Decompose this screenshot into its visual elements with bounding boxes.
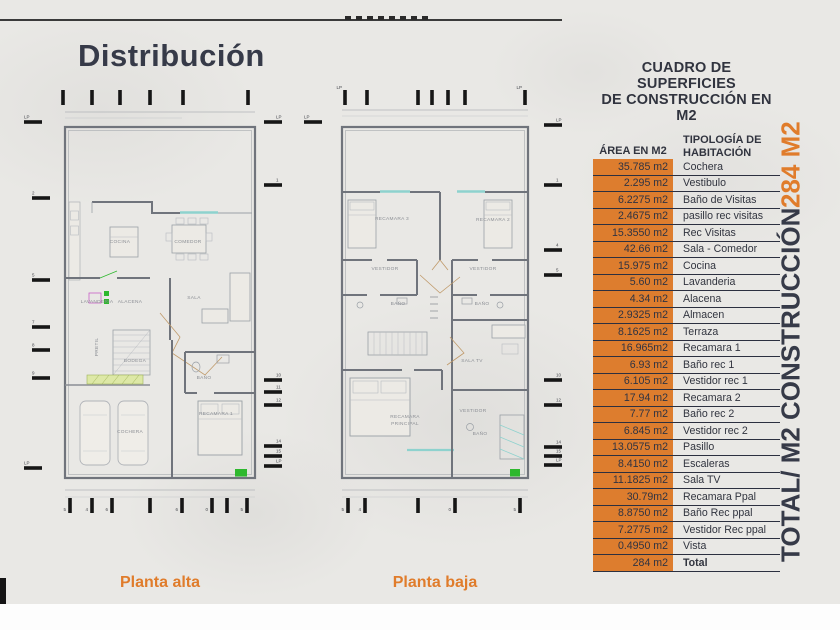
svg-text:LP: LP	[24, 460, 30, 466]
planta-baja-drawing	[302, 85, 580, 530]
svg-text:LP: LP	[336, 85, 342, 90]
area-value: 6.105 m2	[593, 374, 673, 390]
area-value: 42.66 m2	[593, 242, 673, 258]
svg-text:LP: LP	[516, 85, 522, 90]
table-row	[593, 539, 780, 556]
room-type: Cocina	[683, 259, 716, 272]
area-value: 0.4950 m2	[593, 539, 673, 555]
svg-text:BODEGA: BODEGA	[123, 359, 147, 364]
svg-text:RECAMARA: RECAMARA	[390, 415, 420, 420]
svg-text:10: 10	[556, 372, 562, 378]
room-type: Rec Visitas	[683, 226, 736, 239]
svg-text:6: 6	[105, 507, 108, 512]
svg-text:15: 15	[556, 448, 562, 454]
svg-text:5: 5	[240, 507, 243, 512]
area-value: 6.93 m2	[593, 357, 673, 373]
table-row	[593, 456, 780, 473]
column-header-tipologia: TIPOLOGÍA DE HABITACIÓN	[683, 134, 762, 159]
svg-text:6: 6	[175, 507, 178, 512]
room-type: Baño de Visitas	[683, 193, 757, 206]
table-row	[593, 489, 780, 506]
svg-text:5: 5	[556, 267, 559, 273]
table-title-line1: CUADRO DE SUPERFICIES	[637, 60, 736, 92]
svg-text:LP: LP	[24, 114, 30, 120]
table-title-line2: DE CONSTRUCCIÓN EN M2	[601, 92, 772, 124]
table-row	[593, 275, 780, 292]
area-value: 17.94 m2	[593, 390, 673, 406]
svg-text:1: 1	[276, 177, 279, 183]
table-row	[593, 291, 780, 308]
svg-text:SALA: SALA	[187, 296, 201, 301]
bottom-margin	[0, 604, 840, 630]
svg-text:SALA TV: SALA TV	[461, 359, 483, 364]
svg-text:0: 0	[205, 507, 208, 512]
svg-text:RECAMARA 2: RECAMARA 2	[476, 218, 510, 223]
table-row	[593, 390, 780, 407]
svg-text:LP: LP	[556, 457, 562, 463]
room-type: Escaleras	[683, 457, 730, 470]
table-rows	[593, 159, 780, 572]
room-type: Recamara 2	[683, 391, 741, 404]
svg-text:LP: LP	[276, 458, 282, 464]
table-row	[593, 522, 780, 539]
svg-text:RECAMARA 1: RECAMARA 1	[199, 412, 233, 417]
table-row	[593, 176, 780, 193]
area-value: 6.845 m2	[593, 423, 673, 439]
room-type: Sala - Comedor	[683, 243, 758, 256]
svg-text:5: 5	[341, 507, 344, 512]
table-row	[593, 423, 780, 440]
room-type: Baño Rec ppal	[683, 507, 753, 520]
table-row	[593, 225, 780, 242]
table-row	[593, 308, 780, 325]
svg-text:LP: LP	[556, 117, 562, 123]
table-row	[593, 374, 780, 391]
room-type: Lavanderia	[683, 276, 736, 289]
table-row	[593, 192, 780, 209]
svg-text:VESTIDOR: VESTIDOR	[459, 409, 487, 414]
area-value: 15.975 m2	[593, 258, 673, 274]
area-value: 8.4150 m2	[593, 456, 673, 472]
table-row	[593, 407, 780, 424]
room-type: Recamara 1	[683, 342, 741, 355]
room-type: Terraza	[683, 325, 719, 338]
svg-text:BAÑO: BAÑO	[196, 376, 212, 381]
area-value: 7.2775 m2	[593, 522, 673, 538]
table-row	[593, 440, 780, 457]
planta-alta-drawing	[22, 85, 300, 530]
area-value: 8.8750 m2	[593, 506, 673, 522]
room-type: Recamara Ppal	[683, 490, 757, 503]
svg-text:12: 12	[276, 397, 282, 403]
area-value: 7.77 m2	[593, 407, 673, 423]
svg-text:PRETIL: PRETIL	[95, 337, 100, 357]
room-type: Vista	[683, 540, 707, 553]
table-row	[593, 242, 780, 259]
table-row	[593, 258, 780, 275]
room-type: Vestidor rec 1	[683, 375, 748, 388]
area-value: 2.295 m2	[593, 176, 673, 192]
svg-text:12: 12	[556, 397, 562, 403]
room-type: Pasillo	[683, 441, 715, 454]
area-value: 2.4675 m2	[593, 209, 673, 225]
room-type: Vestibulo	[683, 177, 726, 190]
area-value: 2.9325 m2	[593, 308, 673, 324]
svg-text:VESTIDOR: VESTIDOR	[371, 267, 399, 272]
area-value: 8.1625 m2	[593, 324, 673, 340]
floorplan-planta-alta	[22, 85, 300, 530]
room-type: pasillo rec visitas	[683, 210, 764, 223]
room-type: Alacena	[683, 292, 722, 305]
table-column-headers	[593, 134, 780, 159]
floorplan-planta-baja	[302, 85, 580, 530]
svg-text:10: 10	[276, 372, 282, 378]
room-type: Vestidor Rec ppal	[683, 523, 767, 536]
svg-text:5: 5	[32, 272, 35, 278]
svg-text:11: 11	[276, 384, 281, 390]
column-header-area: ÁREA EN M2	[599, 145, 667, 157]
svg-text:LAVANDERIA: LAVANDERIA	[80, 300, 114, 305]
area-value: 35.785 m2	[593, 159, 673, 175]
area-value: 15.3550 m2	[593, 225, 673, 241]
area-value: 4.34 m2	[593, 291, 673, 307]
top-edge-dashes	[345, 16, 431, 20]
table-row	[593, 341, 780, 358]
caption-planta-alta: Planta alta	[119, 574, 201, 591]
table-row	[593, 506, 780, 523]
table-row	[593, 159, 780, 176]
svg-text:7: 7	[32, 319, 35, 325]
area-value: 30.79m2	[593, 489, 673, 505]
table-row	[593, 357, 780, 374]
table-row	[593, 209, 780, 226]
svg-text:1: 1	[556, 177, 559, 183]
svg-text:4: 4	[358, 507, 361, 512]
svg-text:9: 9	[32, 370, 35, 376]
svg-text:BAÑO: BAÑO	[472, 432, 488, 437]
svg-text:15: 15	[276, 448, 282, 454]
area-value: 6.2275 m2	[593, 192, 673, 208]
area-value: 16.965m2	[593, 341, 673, 357]
table-row	[593, 473, 780, 490]
svg-text:RECAMARA 3: RECAMARA 3	[375, 217, 409, 222]
svg-text:LP: LP	[276, 114, 282, 120]
svg-text:BAÑO: BAÑO	[474, 302, 490, 307]
area-value: 284 m2	[593, 555, 673, 571]
room-type: Baño rec 1	[683, 358, 735, 371]
surface-area-table	[593, 60, 780, 572]
svg-text:LP: LP	[304, 114, 310, 120]
svg-text:ALACENA: ALACENA	[117, 300, 143, 305]
room-type: Sala TV	[683, 474, 721, 487]
table-row	[593, 555, 780, 572]
svg-text:14: 14	[276, 438, 282, 444]
svg-text:2: 2	[32, 190, 35, 196]
svg-text:5: 5	[513, 507, 516, 512]
svg-text:14: 14	[556, 439, 562, 445]
room-type: Almacen	[683, 309, 725, 322]
svg-text:VESTIDOR: VESTIDOR	[469, 267, 497, 272]
vertical-total-label: TOTAL/ M2 CONSTRUCCIÓN 284 M2	[775, 120, 806, 562]
area-value: 13.0575 m2	[593, 440, 673, 456]
svg-text:4: 4	[85, 507, 88, 512]
svg-text:4: 4	[556, 242, 559, 248]
svg-text:PRINCIPAL: PRINCIPAL	[391, 422, 419, 427]
area-value: 5.60 m2	[593, 275, 673, 291]
room-type: Vestidor rec 2	[683, 424, 748, 437]
room-type: Cochera	[683, 160, 724, 173]
area-value: 11.1825 m2	[593, 473, 673, 489]
caption-planta-baja: Planta baja	[392, 574, 478, 591]
room-type: Total	[683, 556, 708, 569]
svg-text:5: 5	[63, 507, 66, 512]
table-row	[593, 324, 780, 341]
svg-text:BAÑO: BAÑO	[390, 302, 406, 307]
page-title: Distribución	[78, 38, 265, 73]
svg-text:COCINA: COCINA	[109, 240, 131, 245]
svg-text:COCHERA: COCHERA	[116, 430, 144, 435]
svg-text:8: 8	[32, 342, 35, 348]
room-type: Baño rec 2	[683, 408, 735, 421]
top-edge-line	[0, 19, 562, 21]
svg-text:COMEDOR: COMEDOR	[174, 240, 202, 245]
svg-text:0: 0	[448, 507, 451, 512]
